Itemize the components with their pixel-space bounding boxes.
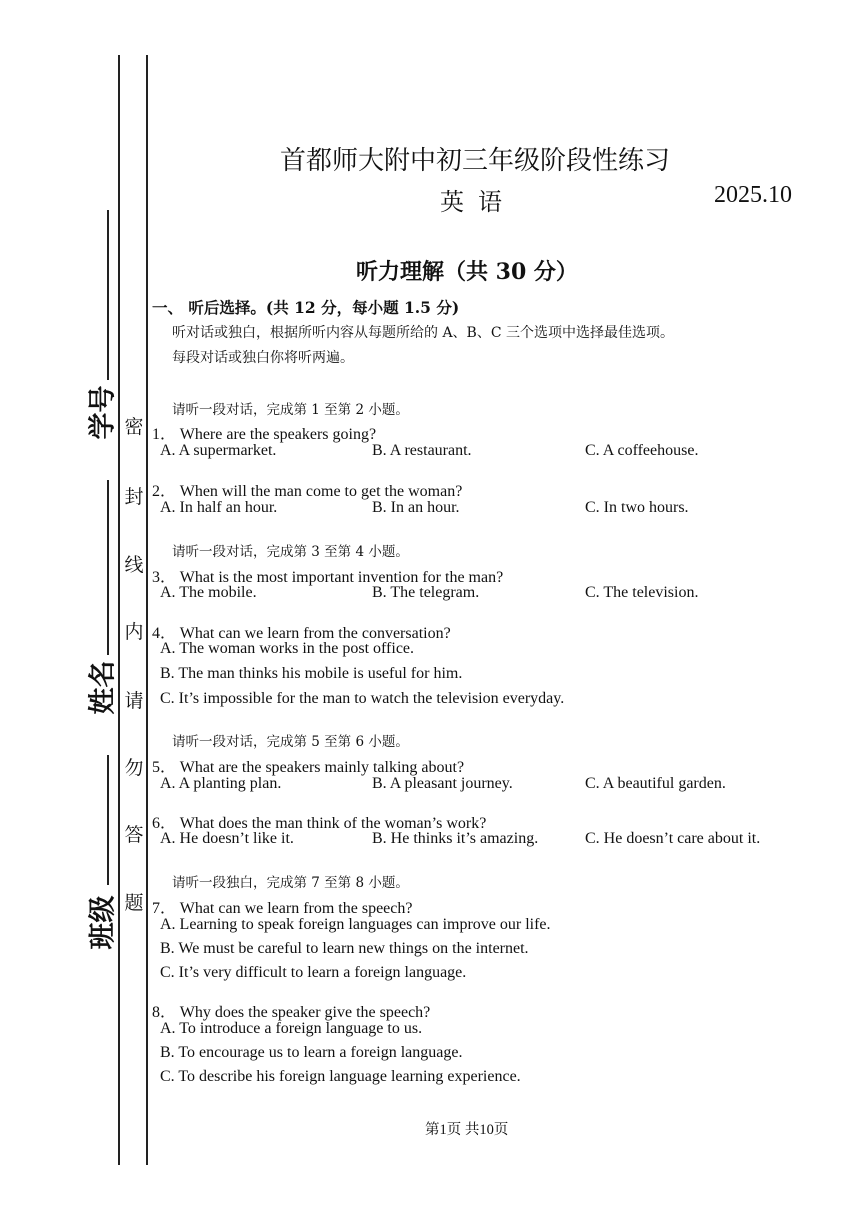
- option-a[interactable]: A. He doesn’t like it.: [160, 830, 294, 847]
- binding-line-outer: [118, 55, 120, 1165]
- subject-label: 英语: [440, 188, 516, 216]
- option-b[interactable]: B. A restaurant.: [372, 442, 472, 459]
- seal-char: 答: [124, 824, 144, 846]
- option-a[interactable]: A. A planting plan.: [160, 775, 282, 792]
- instruction-line: 听对话或独白，根据所听内容从每题所给的 A、B、C 三个选项中选择最佳选项。: [172, 325, 675, 341]
- section-title: 听力理解（共 30 分）: [356, 259, 578, 285]
- option-b[interactable]: B. In an hour.: [372, 499, 460, 516]
- option-b[interactable]: B. A pleasant journey.: [372, 775, 513, 792]
- question-stem: 5． What are the speakers mainly talking about?: [152, 759, 465, 776]
- question-stem: 7． What can we learn from the speech?: [152, 900, 413, 917]
- question-stem: 4． What can we learn from the conversation?: [152, 625, 451, 642]
- option-a[interactable]: A. In half an hour.: [160, 499, 278, 516]
- group-prompt: 请听一段对话，完成第 1 至第 2 小题。: [172, 402, 409, 418]
- option-a[interactable]: A. The mobile.: [160, 584, 257, 601]
- exam-date: 2025.10: [714, 182, 792, 208]
- option-b[interactable]: B. We must be careful to learn new things on the internet.: [160, 940, 529, 957]
- question-stem: 8． Why does the speaker give the speech?: [152, 1004, 431, 1021]
- option-c[interactable]: C. It’s impossible for the man to watch the television everyday.: [160, 690, 565, 707]
- part-title: 一、 听后选择。(共 12 分，每小题 1.5 分): [152, 298, 460, 317]
- group-prompt: 请听一段对话，完成第 5 至第 6 小题。: [172, 734, 409, 750]
- seal-char: 线: [124, 554, 144, 576]
- option-b[interactable]: B. The telegram.: [372, 584, 480, 601]
- option-b[interactable]: B. The man thinks his mobile is useful for him.: [160, 665, 463, 682]
- student-id-label: 学号: [87, 385, 119, 440]
- page-title: 首都师大附中初三年级阶段性练习: [280, 146, 671, 176]
- option-c[interactable]: C. In two hours.: [585, 499, 689, 516]
- question-stem: 1． Where are the speakers going?: [152, 426, 377, 443]
- instruction-line: 每段对话或独白你将听两遍。: [172, 350, 354, 366]
- student-id-field[interactable]: [107, 210, 109, 380]
- option-c[interactable]: C. To describe his foreign language learning experience.: [160, 1068, 521, 1085]
- option-c[interactable]: C. The television.: [585, 584, 699, 601]
- option-c[interactable]: C. A coffeehouse.: [585, 442, 699, 459]
- option-a[interactable]: A. Learning to speak foreign languages can improve our life.: [160, 916, 551, 933]
- name-field[interactable]: [107, 480, 109, 655]
- group-prompt: 请听一段独白，完成第 7 至第 8 小题。: [172, 875, 409, 891]
- option-c[interactable]: C. He doesn’t care about it.: [585, 830, 761, 847]
- page-number: 第1页 共10页: [425, 1122, 509, 1138]
- option-a[interactable]: A. To introduce a foreign language to us.: [160, 1020, 423, 1037]
- option-b[interactable]: B. He thinks it’s amazing.: [372, 830, 539, 847]
- option-c[interactable]: C. It’s very difficult to learn a foreign language.: [160, 964, 467, 981]
- seal-char: 勿: [124, 757, 144, 779]
- seal-char: 题: [124, 892, 144, 914]
- option-b[interactable]: B. To encourage us to learn a foreign language.: [160, 1044, 463, 1061]
- class-label: 班级: [87, 895, 119, 950]
- seal-char: 密: [124, 416, 144, 438]
- class-field[interactable]: [107, 755, 109, 885]
- question-stem: 2． When will the man come to get the woman?: [152, 483, 463, 500]
- seal-char: 封: [124, 486, 144, 508]
- option-a[interactable]: A. The woman works in the post office.: [160, 640, 415, 657]
- question-stem: 6． What does the man think of the woman’s work?: [152, 815, 487, 832]
- option-c[interactable]: C. A beautiful garden.: [585, 775, 726, 792]
- option-a[interactable]: A. A supermarket.: [160, 442, 277, 459]
- group-prompt: 请听一段对话，完成第 3 至第 4 小题。: [172, 544, 409, 560]
- question-stem: 3． What is the most important invention for the man?: [152, 569, 504, 586]
- seal-char: 请: [124, 690, 144, 712]
- binding-line-inner: [146, 55, 148, 1165]
- name-label: 姓名: [87, 660, 119, 715]
- seal-char: 内: [124, 621, 144, 643]
